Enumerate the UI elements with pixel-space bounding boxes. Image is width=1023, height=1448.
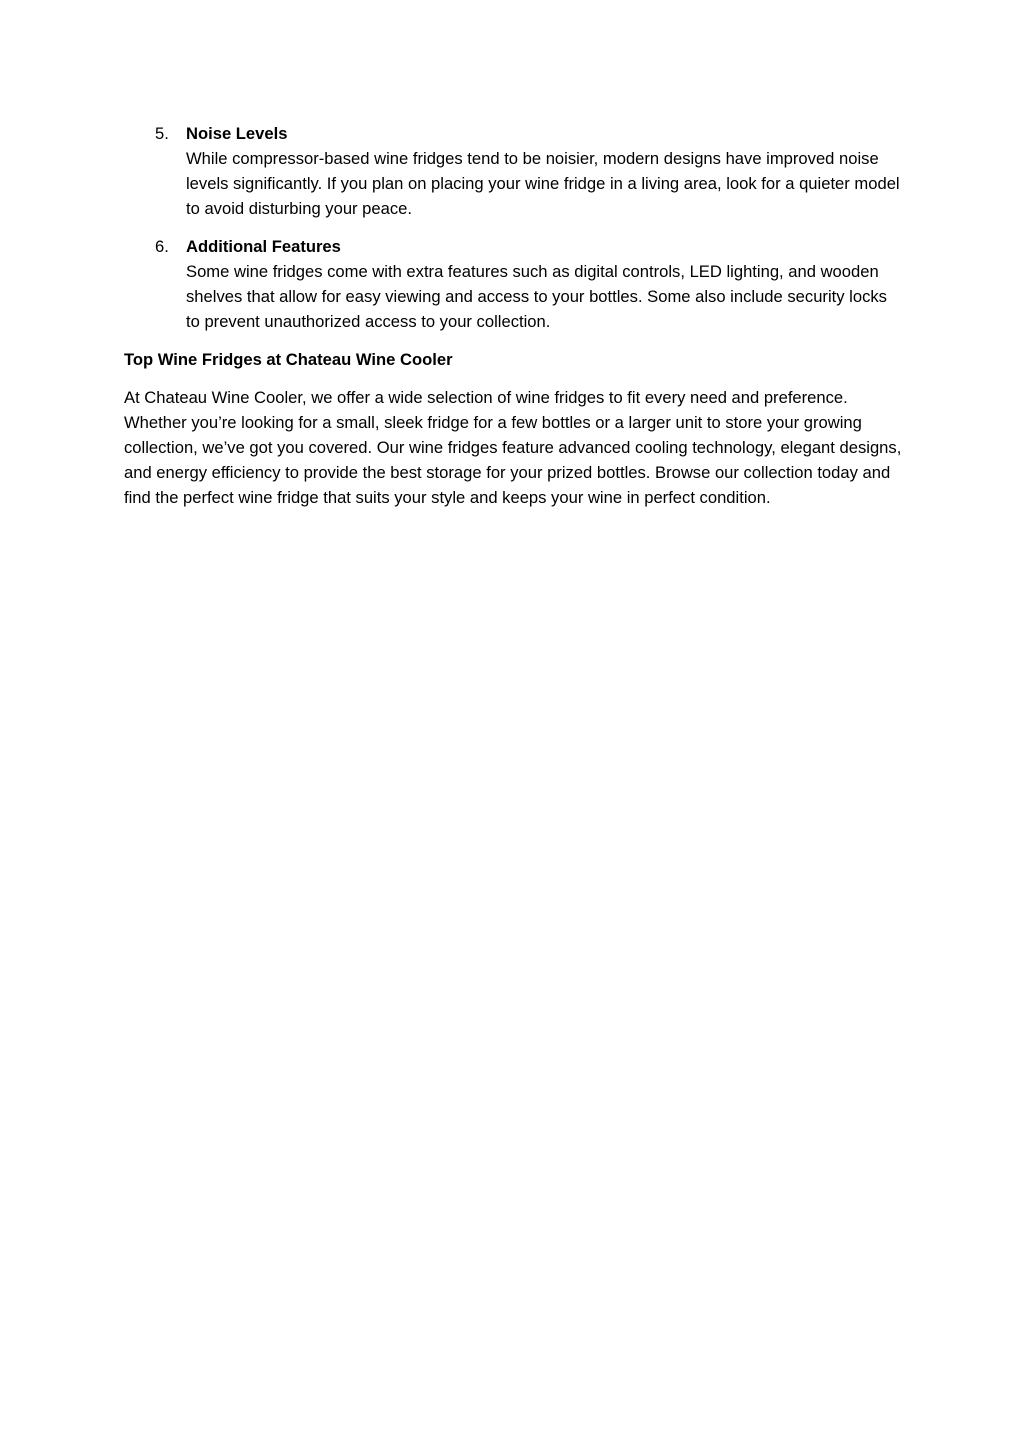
list-item-title: Noise Levels — [186, 124, 288, 143]
list-number: 6. — [155, 237, 169, 256]
list-item-body: While compressor-based wine fridges tend to be noisier, modern designs have improved noise levels significantly. If you plan on placing your wine fridge in a living area, look for a quieter model to avoid disturbing your peace. — [186, 149, 900, 218]
section-heading: Top Wine Fridges at Chateau Wine Cooler — [124, 350, 453, 369]
list-number: 5. — [155, 124, 169, 143]
section-paragraph: At Chateau Wine Cooler, we offer a wide selection of wine fridges to fit every need and preference. Whether you’re looking for a small, sleek fridge for a few bottles or a larger unit to store your growing collection, we’ve got you covered. Our wine fridges feature advanced cooling technology, elegant designs, and energy efficiency to provide the best storage for your prized bottles. Browse our collection today and find the perfect wine fridge that suits your style and keeps your wine in perfect condition. — [124, 388, 902, 507]
document-content — [124, 121, 904, 510]
list-item-title: Additional Features — [186, 237, 341, 256]
list-item-noise-levels — [124, 121, 904, 221]
list-item-additional-features — [124, 234, 904, 334]
list-item-body: Some wine fridges come with extra features such as digital controls, LED lighting, and wooden shelves that allow for easy viewing and access to your bottles. Some also include security locks to prevent unauthorized access to your collection. — [186, 262, 887, 331]
